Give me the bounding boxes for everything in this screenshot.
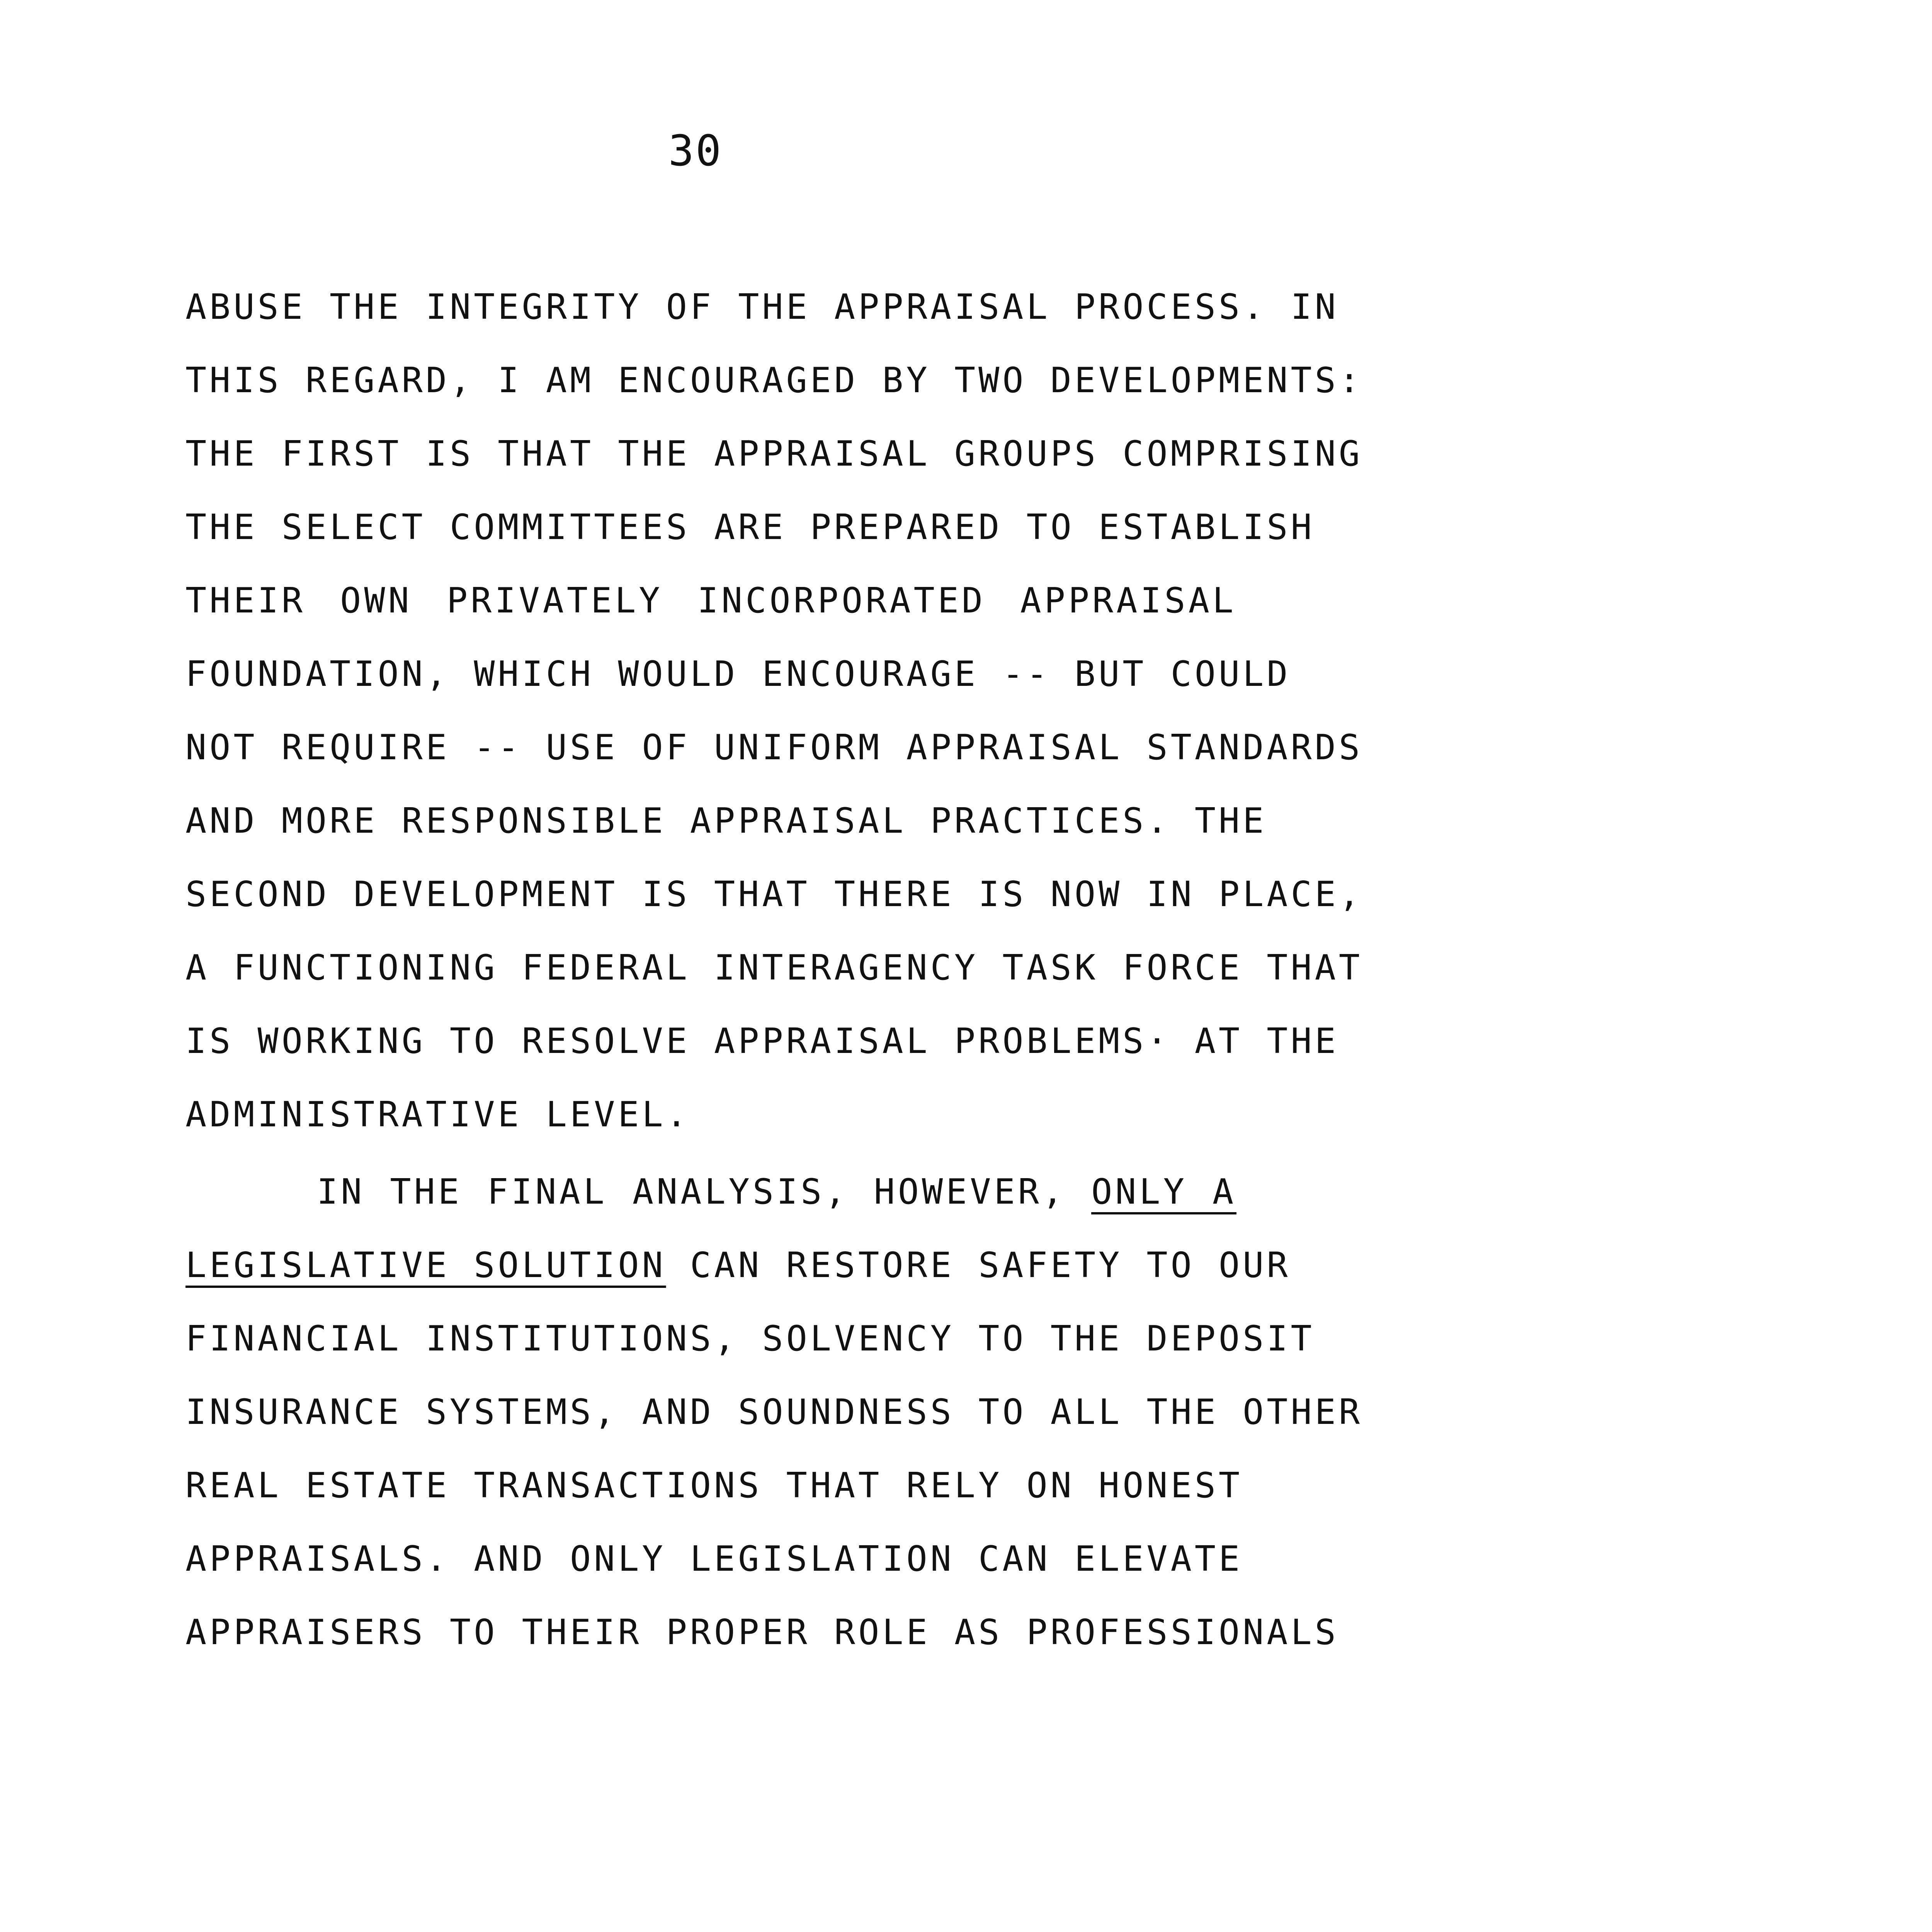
text-line: ADMINISTRATIVE LEVEL. (185, 1094, 690, 1135)
text-line: APPRAISERS TO THEIR PROPER ROLE AS PROFESSIONALS (185, 1612, 1339, 1653)
text-line: ABUSE THE INTEGRITY OF THE APPRAISAL PROCESS. IN (185, 287, 1339, 327)
text-run: IN THE FINAL ANALYSIS, HOWEVER, (317, 1172, 1092, 1212)
text-line: INSURANCE SYSTEMS, AND SOUNDNESS TO ALL THE OTHER (185, 1392, 1363, 1432)
text-line: THE SELECT COMMITTEES ARE PREPARED TO ESTABLISH (185, 507, 1315, 548)
text-line: IS WORKING TO RESOLVE APPRAISAL PROBLEMS· AT THE (185, 1021, 1339, 1061)
text-line (185, 1155, 1236, 1229)
text-line: THEIR OWN PRIVATELY INCORPORATED APPRAISAL (185, 580, 1236, 621)
text-line: AND MORE RESPONSIBLE APPRAISAL PRACTICES. THE (185, 801, 1267, 841)
text-run: CAN RESTORE SAFETY TO OUR (666, 1245, 1291, 1286)
paragraph-appraisal-developments (185, 270, 1363, 1151)
page-number: 30 (668, 126, 723, 175)
underlined-emphasis: ONLY A (1091, 1172, 1237, 1212)
text-line (185, 1229, 1291, 1302)
underlined-emphasis: LEGISLATIVE SOLUTION (185, 1245, 666, 1286)
text-line: SECOND DEVELOPMENT IS THAT THERE IS NOW IN PLACE, (185, 874, 1363, 915)
text-line: NOT REQUIRE -- USE OF UNIFORM APPRAISAL STANDARDS (185, 727, 1363, 768)
text-line: APPRAISALS. AND ONLY LEGISLATION CAN ELEVATE (185, 1539, 1243, 1579)
text-line: REAL ESTATE TRANSACTIONS THAT RELY ON HONEST (185, 1465, 1243, 1506)
text-line: FOUNDATION, WHICH WOULD ENCOURAGE -- BUT COULD (185, 654, 1291, 694)
text-line: THE FIRST IS THAT THE APPRAISAL GROUPS COMPRISING (185, 434, 1363, 474)
text-line: FINANCIAL INSTITUTIONS, SOLVENCY TO THE DEPOSIT (185, 1318, 1315, 1359)
paragraph-legislative-solution (185, 1155, 1363, 1669)
text-line: A FUNCTIONING FEDERAL INTERAGENCY TASK FORCE THAT (185, 947, 1363, 988)
text-line: THIS REGARD, I AM ENCOURAGED BY TWO DEVELOPMENTS: (185, 360, 1363, 401)
